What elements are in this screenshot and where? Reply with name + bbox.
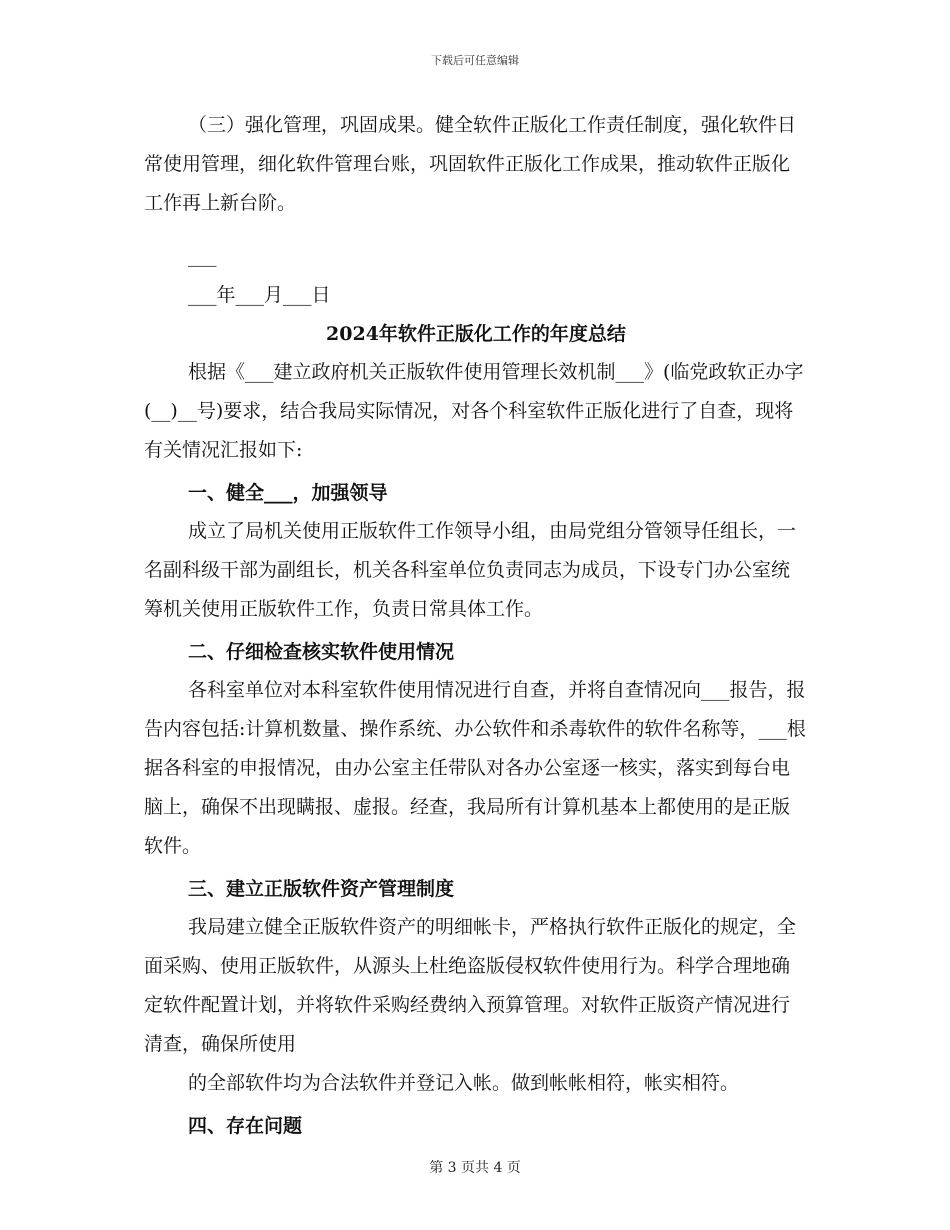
spacer xyxy=(144,223,808,237)
heading-3: 三、建立正版软件资产管理制度 xyxy=(188,878,455,900)
document-body xyxy=(144,106,808,1145)
paragraph-1: 成立了局机关使用正版软件工作领导小组，由局党组分管领导任组长，一名副科级干部为副组长，机关各科室单位负责同志为成员，下设专门办公室统筹机关使用正版软件工作，负责日常具体工作。 xyxy=(144,520,797,620)
page-header: 下载后可任意编辑 xyxy=(431,54,519,67)
paragraph-3a: 我局建立健全正版软件资产的明细帐卡，严格执行软件正版化的规定，全面采购、使用正版软件，从源头上杜绝盗版侵权软件使用行为。科学合理地确定软件配置计划，并将软件采购经费纳入预算管理。对软件正版资产情况进行清查，确保所使用 xyxy=(144,916,797,1055)
page-footer: 第 3 页共 4 页 xyxy=(429,1160,521,1176)
section-3-paragraph: （三）强化管理，巩固成果。健全软件正版化工作责任制度，强化软件日常使用管理，细化软件管理台账，巩固软件正版化工作成果，推动软件正版化工作再上新台阶。 xyxy=(144,114,797,214)
signature-blank: ___ xyxy=(188,245,217,267)
document-title: 2024年软件正版化工作的年度总结 xyxy=(326,323,626,345)
paragraph-3b: 的全部软件均为合法软件并登记入帐。做到帐帐相符，帐实相符。 xyxy=(188,1072,740,1094)
intro-paragraph: 根据《___建立政府机关正版软件使用管理长效机制___》(临党政软正办字(__)__号)要求，结合我局实际情况，对各个科室软件正版化进行了自查，现将有关情况汇报如下: xyxy=(144,361,804,461)
heading-1: 一、健全___，加强领导 xyxy=(188,482,388,504)
date-line: ___年___月___日 xyxy=(188,284,331,306)
heading-2: 二、仔细检查核实软件使用情况 xyxy=(188,641,455,663)
paragraph-2: 各科室单位对本科室软件使用情况进行自查，并将自查情况向___报告，报告内容包括:计算机数量、操作系统、办公软件和杀毒软件的软件名称等，___根据各科室的申报情况，由办公室主任带队对各办公室逐一核实，落实到每台电脑上，确保不出现瞒报、虚报。经查，我局所有计算机基本上都使用的是正版软件。 xyxy=(144,679,806,857)
heading-4: 四、存在问题 xyxy=(188,1115,303,1137)
